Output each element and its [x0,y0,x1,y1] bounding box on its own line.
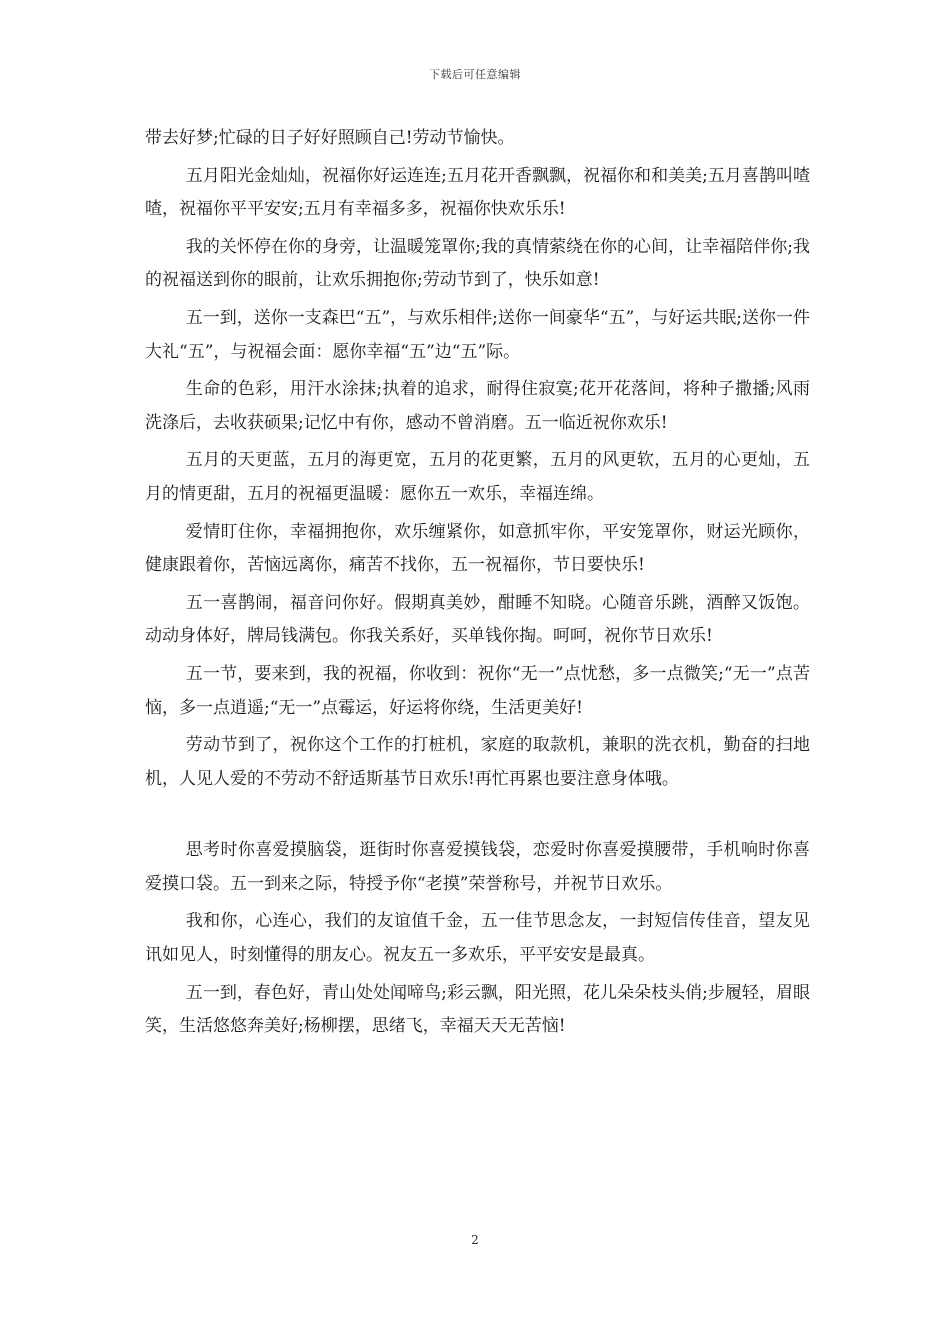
paragraph: 五一节，要来到，我的祝福，你收到：祝你“无一”点忧愁，多一点微笑;“无一”点苦恼，多一点逍遥;“无一”点霉运，好运将你绕，生活更美好! [145,663,810,718]
paragraph: 生命的色彩，用汗水涂抹;执着的追求，耐得住寂寞;花开花落间，将种子撒播;风雨洗涤后，去收获硕果;记忆中有你，感动不曾消磨。五一临近祝你欢乐! [145,379,810,433]
paragraph: 劳动节到了，祝你这个工作的打桩机，家庭的取款机，兼职的洗衣机，勤奋的扫地机，人见人爱的不劳动不舒适斯基节日欢乐!再忙再累也要注意身体哦。 [145,735,810,789]
paragraph: 五月阳光金灿灿，祝福你好运连连;五月花开香飘飘，祝福你和和美美;五月喜鹊叫喳喳，祝福你平平安安;五月有幸福多多，祝福你快欢乐乐! [145,165,810,220]
paragraph: 五月的天更蓝，五月的海更宽，五月的花更繁，五月的风更软，五月的心更灿，五月的情更甜，五月的祝福更温暖：愿你五一欢乐，幸福连绵。 [145,450,810,504]
paragraph: 五一喜鹊闹，福音问你好。假期真美妙，酣睡不知晓。心随音乐跳，酒醉又饭饱。动动身体好，牌局钱满包。你我关系好，买单钱你掏。呵呵，祝你节日欢乐! [145,592,810,647]
paragraph: 爱情盯住你，幸福拥抱你，欢乐缠紧你，如意抓牢你，平安笼罩你，财运光顾你，健康跟着你，苦恼远离你，痛苦不找你，五一祝福你，节日要快乐! [145,521,810,576]
paragraph: 思考时你喜爱摸脑袋，逛街时你喜爱摸钱袋，恋爱时你喜爱摸腰带，手机响时你喜爱摸口袋。五一到来之际，特授予你“老摸”荣誉称号，并祝节日欢乐。 [145,840,810,894]
paragraph: 我和你，心连心，我们的友谊值千金，五一佳节思念友，一封短信传佳音，望友见讯如见人，时刻懂得的朋友心。祝友五一多欢乐，平平安安是最真。 [145,911,810,966]
page-header: 下载后可任意编辑 [429,68,521,81]
paragraph: 带去好梦;忙碌的日子好好照顾自己!劳动节愉快。 [145,128,515,148]
paragraph: 五一到，春色好，青山处处闻啼鸟;彩云飘，阳光照，花儿朵朵枝头俏;步履轻，眉眼笑，生活悠悠奔美好;杨柳摆，思绪飞，幸福天天无苦恼! [145,982,810,1037]
page-number: 2 [471,1233,479,1247]
paragraph: 五一到，送你一支森巴“五”，与欢乐相伴;送你一间豪华“五”，与好运共眠;送你一件大礼“五”，与祝福会面：愿你幸福“五”边“五”际。 [145,307,811,362]
document-body [145,122,810,1048]
paragraph: 我的关怀停在你的身旁，让温暖笼罩你;我的真情萦绕在你的心间，让幸福陪伴你;我的祝福送到你的眼前，让欢乐拥抱你;劳动节到了，快乐如意! [145,236,810,291]
